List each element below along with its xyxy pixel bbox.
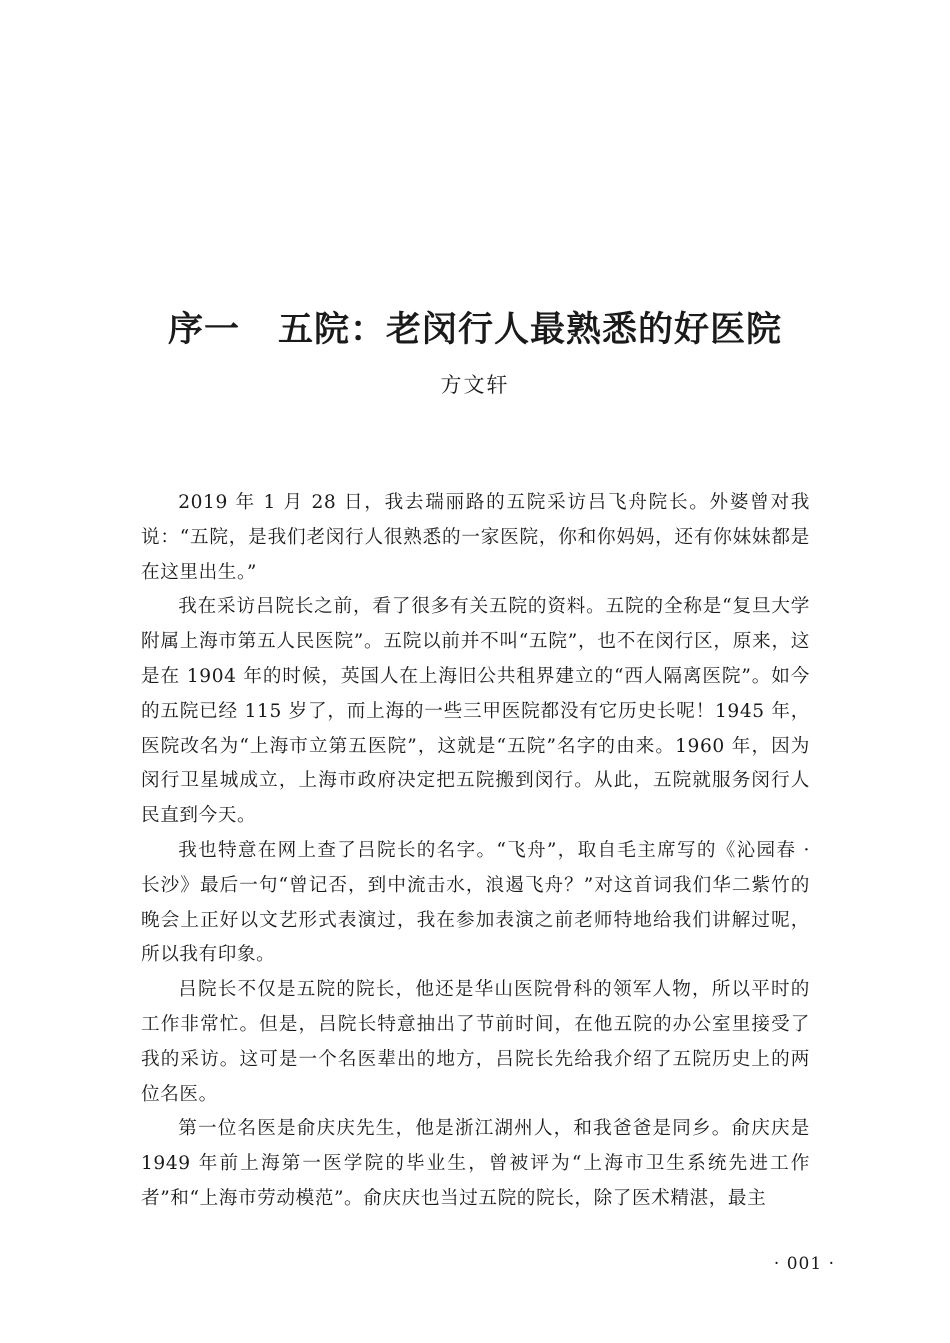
paragraph-2: 我在采访吕院长之前，看了很多有关五院的资料。五院的全称是“复旦大学附属上海市第五人民医院”。五院以前并不叫“五院”，也不在闵行区，原来，这是在 1904 年的时候，英国人在上海旧公共租界建立的“西人隔离医院”。如今的五院已经 115 岁了，而上海的一些三甲医院都没有它历史长呢！1945 年，医院改名为“上海市立第五医院”，这就是“五院”名字的由来。1960 年，因为闵行卫星城成立，上海市政府决定把五院搬到闵行。从此，五院就服务闵行人民直到今天。	[141, 596, 810, 827]
paragraph-3: 我也特意在网上查了吕院长的名字。“飞舟”，取自毛主席写的《沁园春 · 长沙》最后一句“曾记否，到中流击水，浪遏飞舟？”对这首词我们华二紫竹的晚会上正好以文艺形式表演过，我在参加表演之前老师特地给我们讲解过呢，所以我有印象。	[141, 839, 810, 966]
chapter-title	[0, 306, 950, 354]
body-text	[141, 486, 810, 1217]
page-number: · 001 ·	[773, 1254, 835, 1274]
paragraph-5: 第一位名医是俞庆庆先生，他是浙江湖州人，和我爸爸是同乡。俞庆庆是 1949 年前上海第一医学院的毕业生，曾被评为“上海市卫生系统先进工作者”和“上海市劳动模范”。俞庆庆也当过五院的院长，除了医术精湛，最主	[141, 1118, 810, 1209]
paragraph-4: 吕院长不仅是五院的院长，他还是华山医院骨科的领军人物，所以平时的工作非常忙。但是，吕院长特意抽出了节前时间，在他五院的办公室里接受了我的采访。这可是一个名医辈出的地方，吕院长先给我介绍了五院历史上的两位名医。	[141, 979, 810, 1105]
author-name: 方文轩	[440, 373, 510, 397]
preface-label: 序一	[167, 310, 240, 350]
preface-title: 五院：老闵行人最熟悉的好医院	[278, 310, 783, 350]
paragraph-1: 2019 年 1 月 28 日，我去瑞丽路的五院采访吕飞舟院长。外婆曾对我说：“五院，是我们老闵行人很熟悉的一家医院，你和你妈妈，还有你妹妹都是在这里出生。”	[141, 492, 810, 583]
